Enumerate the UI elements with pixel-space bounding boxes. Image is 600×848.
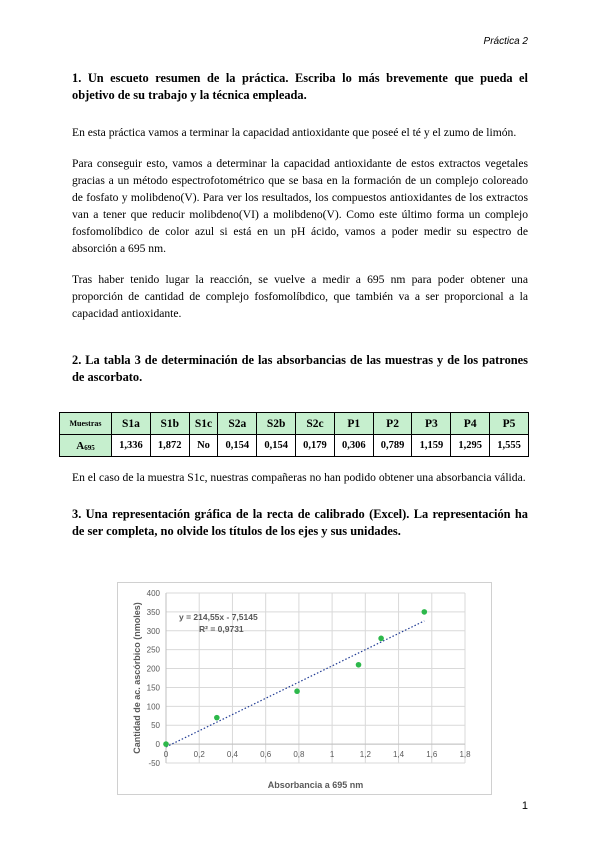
y-tick-label: 350 (146, 607, 160, 617)
y-tick-label: 400 (146, 589, 160, 598)
chart-trendline (166, 621, 424, 747)
trendline-r-squared: R² = 0,9731 (199, 624, 244, 634)
table-column-header: P2 (373, 413, 412, 435)
table-column-header: P1 (334, 413, 373, 435)
x-tick-label: 1,8 (459, 750, 471, 760)
table-column-header: P4 (451, 413, 490, 435)
data-point (294, 688, 300, 694)
section-1-heading: 1. Un escueto resumen de la práctica. Escriba lo más brevemente que pueda el objetivo de su trabajo y la técnica empleada. (72, 71, 528, 102)
data-point (378, 636, 384, 642)
y-tick-label: -50 (148, 759, 160, 768)
x-tick-label: 1,4 (392, 750, 405, 760)
calibration-chart-svg (118, 583, 491, 794)
table-row-label: Muestras (60, 413, 112, 435)
table-cell: 1,555 (490, 435, 529, 457)
paragraph-1: En esta práctica vamos a terminar la capacidad antioxidante que poseé el té y el zumo de limón. (72, 126, 517, 139)
y-axis-label: Cantidad de ac. ascórbico (nmoles) (132, 602, 142, 754)
table-cell: 1,295 (451, 435, 490, 457)
table-column-header: S2c (296, 413, 335, 435)
table-column-header: S2a (218, 413, 257, 435)
absorbance-symbol: A (76, 439, 85, 452)
table-cell: 0,179 (296, 435, 335, 457)
calibration-chart (117, 582, 492, 795)
x-tick-label: 0 (163, 750, 169, 760)
page-content (69, 70, 528, 540)
y-tick-label: 50 (151, 721, 160, 731)
table-column-header: P5 (490, 413, 529, 435)
x-tick-label: 0,8 (293, 750, 305, 760)
trendline-equation: y = 214,55x - 7,5145 (179, 612, 258, 622)
table-row (60, 435, 529, 457)
data-point (422, 609, 428, 615)
x-tick-label: 1,6 (426, 750, 438, 760)
x-tick-label: 0,6 (260, 750, 272, 760)
y-tick-label: 150 (146, 683, 160, 693)
table-column-header: S2b (257, 413, 296, 435)
paragraph-3: Tras haber tenido lugar la reacción, se vuelve a medir a 695 nm para poder obtener una proporción de cantidad de complejo fosfomolíbdico, que también va a ser proporcional a la capacidad antioxidante. (72, 273, 528, 320)
table-row-label (60, 435, 112, 457)
table-column-header: S1a (112, 413, 151, 435)
table-cell: No (189, 435, 218, 457)
y-tick-label: 250 (146, 645, 160, 655)
data-point (163, 741, 169, 747)
absorbance-table (59, 412, 529, 457)
table-column-header: S1b (150, 413, 189, 435)
table-header-row (60, 413, 529, 435)
y-tick-label: 300 (146, 626, 160, 636)
x-tick-label: 1 (329, 750, 335, 760)
paragraph-2: Para conseguir esto, vamos a determinar la capacidad antioxidante de estos extractos vegetales gracias a un método espectrofotométrico que se basa en la formación de un complejo coloreado de fosfato y molibdeno(V). Para ver los resultados, los compuestos antioxidantes de los extractos van a tener que reducir molibdeno(VI) a molibdeno(V). Como este último forma un complejo fosfomolíbdico de color azul si está en un pH ácido, vamos a poder medir su espectro de absorción a 695 nm. (72, 157, 528, 255)
table-cell: 1,336 (112, 435, 151, 457)
section-3-heading: 3. Una representación gráfica de la recta de calibrado (Excel). La representación ha de ser completa, no olvide los títulos de los ejes y sus unidades. (72, 507, 528, 538)
table-cell: 1,159 (412, 435, 451, 457)
running-header: Práctica 2 (483, 36, 528, 47)
table-column-header: P3 (412, 413, 451, 435)
page-number: 1 (521, 800, 528, 812)
table-cell: 0,789 (373, 435, 412, 457)
y-tick-label: 100 (146, 702, 160, 712)
absorbance-wavelength: 695 (84, 443, 95, 452)
y-tick-label: 0 (155, 740, 160, 750)
table-cell: 0,154 (218, 435, 257, 457)
section-2-heading: 2. La tabla 3 de determinación de las absorbancias de las muestras y de los patrones de ascorbato. (72, 353, 528, 384)
x-axis-label: Absorbancia a 695 nm (267, 780, 364, 790)
table-column-header: S1c (189, 413, 218, 435)
x-tick-label: 0,4 (226, 750, 239, 760)
data-point (214, 715, 220, 721)
table-note: En el caso de la muestra S1c, nuestras compañeras no han podido obtener una absorbancia válida. (72, 471, 526, 484)
y-tick-label: 200 (146, 664, 160, 674)
x-tick-label: 0,2 (193, 750, 205, 760)
data-point (356, 662, 362, 668)
table-cell: 0,306 (334, 435, 373, 457)
table-cell: 1,872 (150, 435, 189, 457)
trendline-line (166, 621, 424, 747)
table-cell: 0,154 (257, 435, 296, 457)
x-tick-label: 1,2 (359, 750, 371, 760)
